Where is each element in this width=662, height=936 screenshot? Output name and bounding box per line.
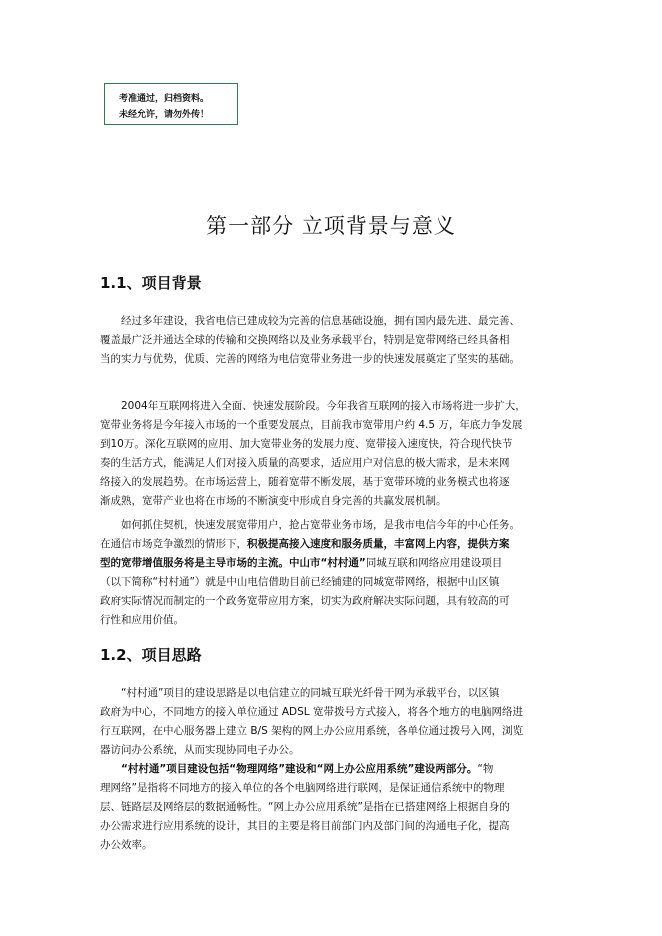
text-span: 同城互联和网络应用建设项目	[365, 557, 503, 569]
section-heading-background: 1.1、项目背景	[100, 274, 202, 292]
text-line: 层、链路层及网络层的数据通畅性。“网上办公应用系统”是指在已搭建网络上根据自身的	[100, 801, 510, 813]
text-line	[100, 535, 575, 554]
text-line: 宽带业务将是今年接入市场的一个重要发展点，目前我市宽带用户约 4.5 万，年底力争发展	[100, 419, 523, 431]
bold-text-span: “村村通”项目建设包括“物理网络”建设和“网上办公应用系统”建设两部分。	[100, 763, 478, 775]
text-line: 办公效率。	[100, 839, 153, 851]
text-line: 当的实力与优势，优质、完善的网络为电信宽带业务进一步的快速发展奠定了坚实的基础。	[100, 353, 520, 365]
text-line: “村村通”项目的建设思路是以电信建立的同城互联光纤骨干网为承载平台，以区镇	[100, 687, 500, 699]
text-line: 奏的生活方式，能满足人们对接入质量的高要求，适应用户对信息的极大需求，是未来网	[100, 457, 510, 469]
paragraph-approach	[100, 684, 575, 760]
text-line: 如何抓住契机，快速发展宽带用户，抢占宽带业务市场，是我市电信今年的中心任务。	[100, 519, 520, 531]
text-line: 行互联网，在中心服务器上建立 B/S 架构的网上办公应用系统，各单位通过拨号入网，浏览	[100, 725, 524, 737]
text-span: 在通信市场竞争激烈的情形下，	[100, 538, 247, 550]
text-line: （以下简称“村村通”）就是中山电信借助目前已经铺建的同城宽带网络，根据中山区镇	[100, 576, 500, 588]
text-line	[100, 554, 575, 573]
text-line: 政府实际情况而制定的一个政务宽带应用方案，切实为政府解决实际问题，具有较高的可	[100, 595, 510, 607]
text-line: 经过多年建设，我省电信已建成较为完善的信息基础设施，拥有国内最先进、最完善、	[100, 315, 520, 327]
notice-line-1: 考准通过，归档资料。	[119, 94, 210, 104]
bold-text-span: 积极提高接入速度和服务质量，丰富网上内容，提供方案	[247, 538, 510, 550]
text-line	[100, 760, 575, 779]
text-line: 办公需求进行应用系统的设计，其目的主要是将目前部门内及部门间的沟通电子化，提高	[100, 820, 510, 832]
notice-line-2: 未经允许，请勿外传！	[119, 110, 210, 120]
text-line: 渐成熟，宽带产业也将在市场的不断演变中形成自身完善的共赢发展机制。	[100, 495, 447, 507]
paragraph-opportunity	[100, 516, 575, 630]
section-heading-approach: 1.2、项目思路	[100, 646, 202, 664]
bold-text-span: 型的宽带增值服务将是主导市场的主流。中山市“村村通”	[100, 557, 366, 569]
text-line: 络接入的发展趋势。在市场运营上，随着宽带不断发展，基于宽带环境的业务模式也将逐	[100, 476, 510, 488]
paragraph-infrastructure	[100, 312, 575, 369]
text-line: 政府为中心，不同地方的接入单位通过 ADSL 宽带拨号方式接入，将各个地方的电脑网络进	[100, 706, 523, 718]
confidentiality-notice-box	[104, 83, 238, 125]
text-line: 理网络”是指将不同地方的接入单位的各个电脑网络进行联网，是保证通信系统中的物理	[100, 782, 505, 794]
paragraph-components	[100, 760, 575, 855]
text-span: “物	[477, 763, 494, 775]
text-line: 覆盖最广泛并通达全球的传输和交换网络以及业务承载平台，特别是宽带网络已经具备相	[100, 334, 510, 346]
paragraph-internet-2004	[100, 397, 575, 511]
part-title: 第一部分 立项背景与意义	[206, 214, 456, 238]
text-line: 到10万。深化互联网的应用、加大宽带业务的发展力度、宽带接入速度快，符合现代快节	[100, 438, 513, 450]
text-line: 2004年互联网将进入全面、快速发展阶段。今年我省互联网的接入市场将进一步扩大，	[100, 400, 526, 412]
text-line: 器访问办公系统，从而实现协同电子办公。	[100, 744, 300, 756]
text-line: 行性和应用价值。	[100, 614, 184, 626]
